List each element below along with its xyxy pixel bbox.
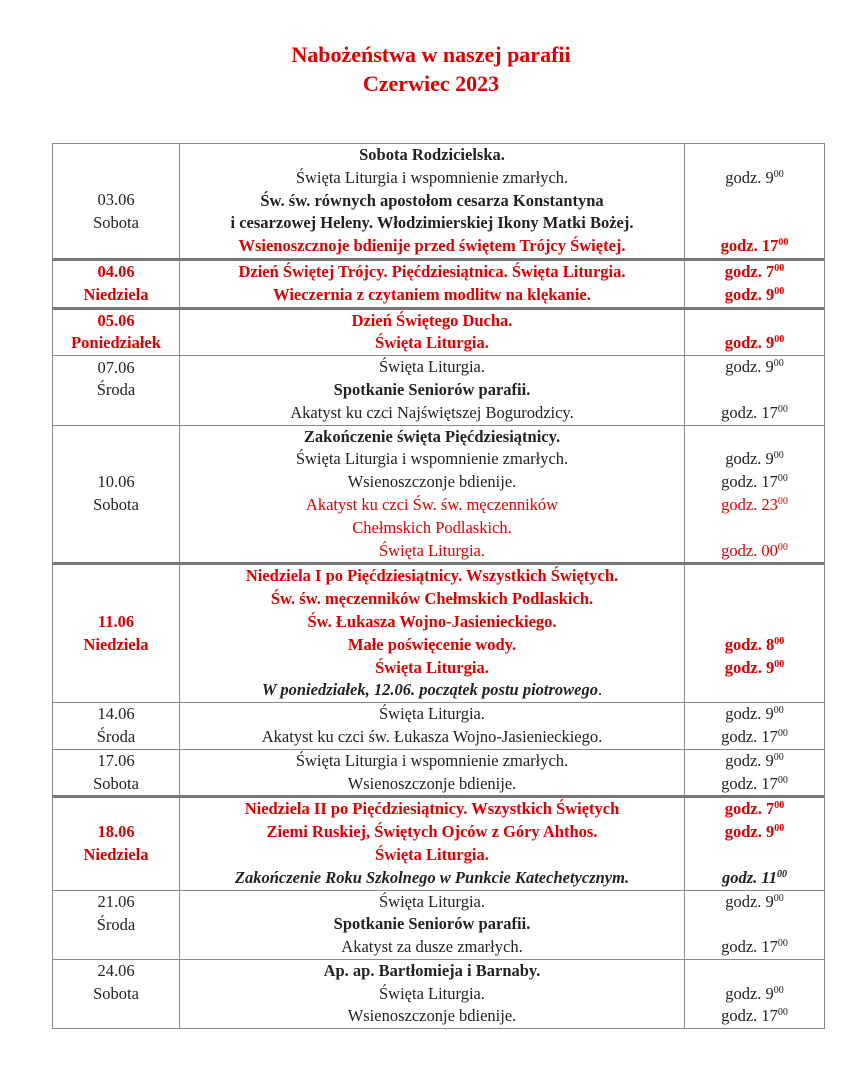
event-text: Zakończenie Roku Szkolnego w Punkcie Katechetycznym. [234, 867, 630, 887]
event-text: Wsienoszczonje bdienije. [347, 472, 517, 492]
time-line [685, 798, 824, 821]
events-cell [180, 564, 685, 703]
event-line [180, 960, 684, 983]
time-text: godz. 9 [725, 357, 774, 377]
event-text: Sobota Rodzicielska. [359, 145, 505, 164]
time-line [685, 891, 824, 914]
time-line [685, 402, 824, 425]
time-cell [685, 259, 825, 308]
time-line [685, 310, 824, 333]
event-text: Spotkanie Seniorów parafii. [333, 379, 531, 399]
event-text: Wieczernia z czytaniem modlitw na klękanie. [273, 284, 591, 304]
time-text: godz. 9 [725, 704, 774, 724]
day-text: Niedziela [83, 844, 149, 864]
event-text: Niedziela I po Pięćdziesiątnicy. Wszystkich Świętych. [245, 566, 619, 586]
date-cell [53, 564, 180, 703]
time-text: godz. 11 [721, 867, 777, 887]
day-text: Sobota [93, 494, 139, 514]
time-minutes: 00 [777, 473, 788, 485]
time-text: godz. 9 [725, 750, 774, 770]
time-minutes: 00 [773, 892, 784, 904]
time-text: godz. 23 [721, 494, 778, 514]
time-line [685, 1005, 824, 1028]
time-minutes: 00 [774, 658, 785, 670]
time-minutes: 00 [773, 705, 784, 717]
time-line [685, 588, 824, 611]
time-line [685, 167, 824, 190]
event-text: Święta Liturgia. [378, 540, 485, 560]
time-line [685, 379, 824, 402]
time-minutes: 00 [777, 495, 788, 507]
event-text: Dzień Świętego Ducha. [351, 310, 513, 330]
time-line [685, 517, 824, 540]
time-line [685, 821, 824, 844]
event-line [180, 310, 684, 333]
time-line [685, 913, 824, 936]
date-text: 03.06 [97, 190, 135, 210]
time-minutes: 00 [774, 800, 785, 812]
event-line [180, 891, 684, 914]
schedule-row [53, 425, 825, 564]
event-text: Święta Liturgia i wspomnienie zmarłych. [295, 750, 569, 770]
schedule-body [53, 144, 825, 1029]
event-line [180, 167, 684, 190]
time-line [685, 960, 824, 983]
event-line [180, 212, 684, 235]
schedule-row [53, 144, 825, 260]
event-line [180, 611, 684, 634]
date-cell [53, 797, 180, 890]
time-cell [685, 425, 825, 564]
events-cell [180, 797, 685, 890]
time-line [685, 634, 824, 657]
time-text: godz. 9 [724, 333, 775, 353]
time-minutes: 00 [774, 334, 785, 346]
time-text: godz. 9 [725, 449, 774, 469]
time-text: godz. 17 [721, 773, 778, 793]
date-cell [53, 703, 180, 750]
time-line [685, 750, 824, 773]
event-line [180, 144, 684, 167]
date-text: 11.06 [97, 611, 135, 631]
date-cell [53, 425, 180, 564]
events-cell [180, 890, 685, 959]
event-text: Św. Łukasza Wojno-Jasienieckiego. [307, 611, 557, 631]
time-minutes: 00 [773, 358, 784, 370]
time-minutes: 00 [773, 984, 784, 996]
page-title [0, 40, 862, 98]
event-line [180, 494, 684, 517]
date-text: 21.06 [97, 891, 135, 911]
time-line [685, 773, 824, 796]
date-text: 24.06 [97, 961, 135, 981]
date-text: 05.06 [97, 310, 135, 330]
events-cell [180, 308, 685, 356]
day-text: Sobota [93, 984, 139, 1004]
date-text: 07.06 [97, 357, 135, 377]
time-text: godz. 9 [724, 657, 775, 677]
schedule-row [53, 749, 825, 797]
date-cell [53, 356, 180, 425]
events-cell [180, 356, 685, 425]
time-line [685, 144, 824, 167]
time-line [685, 703, 824, 726]
day-text: Sobota [93, 773, 139, 793]
event-line [180, 657, 684, 680]
time-cell [685, 890, 825, 959]
time-cell [685, 703, 825, 750]
time-text: godz. 9 [725, 167, 774, 187]
time-text: godz. 17 [721, 726, 778, 746]
schedule-row [53, 564, 825, 703]
time-minutes: 00 [777, 1007, 788, 1019]
date-cell [53, 749, 180, 797]
event-text: Ziemi Ruskiej, Świętych Ojców z Góry Ahthos. [266, 822, 598, 842]
event-text: Święta Liturgia. [378, 357, 485, 377]
schedule-table [52, 143, 825, 1029]
time-line [685, 332, 824, 355]
event-line [180, 402, 684, 425]
event-text: Święta Liturgia. [375, 844, 489, 864]
event-line [180, 867, 684, 890]
title-line-1: Nabożeństwa w naszej parafii [291, 42, 571, 67]
time-minutes: 00 [773, 168, 784, 180]
event-line [180, 798, 684, 821]
time-line [685, 867, 824, 890]
time-line [685, 212, 824, 235]
schedule-row [53, 890, 825, 959]
event-text: Święta Liturgia. [378, 891, 485, 911]
event-line [180, 332, 684, 355]
day-text: Środa [96, 914, 136, 934]
event-line [180, 726, 684, 749]
event-text: Małe poświęcenie wody. [347, 634, 517, 654]
event-text: Akatyst ku czci Najświętszej Bogurodzicy. [290, 402, 574, 422]
event-text: Wsienoszczonje bdienije. [347, 773, 517, 793]
schedule-row [53, 308, 825, 356]
event-tail: . [598, 680, 603, 700]
time-minutes: 00 [777, 774, 788, 786]
event-text: Chełmskich Podlaskich. [352, 517, 512, 537]
event-text: Akatyst ku czci Św. św. męczenników [305, 494, 559, 514]
events-cell [180, 703, 685, 750]
event-line [180, 773, 684, 796]
event-text: Święta Liturgia i wspomnienie zmarłych. [295, 449, 569, 469]
time-line [685, 983, 824, 1006]
event-line [180, 565, 684, 588]
schedule-row [53, 356, 825, 425]
events-cell [180, 749, 685, 797]
event-text: Wsienoszcznoje bdienije przed świętem Trójcy Świętej. [238, 236, 626, 256]
time-minutes: 00 [777, 727, 788, 739]
date-cell [53, 308, 180, 356]
event-line [180, 750, 684, 773]
time-line [685, 936, 824, 959]
time-minutes: 00 [774, 285, 785, 297]
event-line [180, 983, 684, 1006]
time-cell [685, 749, 825, 797]
time-line [685, 190, 824, 213]
event-text: Święta Liturgia i wspomnienie zmarłych. [295, 167, 569, 187]
event-line [180, 936, 684, 959]
event-line [180, 517, 684, 540]
event-line [180, 634, 684, 657]
event-text: Św. św. równych apostołom cesarza Konstantyna [260, 190, 604, 210]
time-minutes: 00 [777, 938, 788, 950]
event-line [180, 703, 684, 726]
event-text: i cesarzowej Heleny. Włodzimierskiej Ikony Matki Bożej. [230, 213, 634, 233]
time-cell [685, 564, 825, 703]
time-text: godz. 9 [725, 983, 774, 1003]
schedule-row [53, 959, 825, 1028]
events-cell [180, 259, 685, 308]
event-text: W poniedziałek, 12.06. początek postu piotrowego [261, 680, 598, 700]
time-text: godz. 9 [724, 822, 775, 842]
time-text: godz. 17 [721, 472, 778, 492]
time-text: godz. 17 [721, 1006, 778, 1026]
time-line [685, 356, 824, 379]
title-line-2: Czerwiec 2023 [362, 71, 500, 96]
day-text: Sobota [93, 212, 139, 232]
time-text: godz. 8 [724, 634, 775, 654]
event-line [180, 540, 684, 563]
date-text: 14.06 [97, 704, 135, 724]
date-text: 04.06 [97, 261, 135, 281]
date-cell [53, 959, 180, 1028]
time-text: godz. 00 [721, 540, 778, 560]
event-line [180, 235, 684, 258]
event-text: Zakończenie święta Pięćdziesiątnicy. [303, 426, 561, 446]
time-minutes: 00 [774, 635, 785, 647]
day-text: Poniedziałek [71, 333, 161, 353]
date-text: 18.06 [97, 822, 135, 842]
time-minutes: 00 [777, 541, 788, 553]
time-text: godz. 17 [721, 937, 778, 957]
time-cell [685, 308, 825, 356]
event-text: Święta Liturgia. [375, 333, 489, 353]
schedule-row [53, 259, 825, 308]
time-line [685, 844, 824, 867]
date-text: 10.06 [97, 472, 135, 492]
time-line [685, 471, 824, 494]
time-minutes: 00 [773, 450, 784, 462]
events-cell [180, 425, 685, 564]
event-text: Spotkanie Seniorów parafii. [333, 914, 531, 934]
event-text: Dzień Świętej Trójcy. Pięćdziesiątnica. Święta Liturgia. [238, 261, 626, 281]
event-line [180, 1005, 684, 1028]
time-minutes: 00 [773, 751, 784, 763]
event-text: Akatyst ku czci św. Łukasza Wojno-Jasienieckiego. [261, 726, 603, 746]
day-text: Środa [96, 380, 136, 400]
events-cell [180, 144, 685, 260]
time-minutes: 00 [777, 403, 788, 415]
time-line [685, 494, 824, 517]
day-text: Niedziela [83, 634, 149, 654]
event-line [180, 261, 684, 284]
event-line [180, 284, 684, 307]
event-text: Święta Liturgia. [375, 657, 489, 677]
event-text: Ap. ap. Bartłomieja i Barnaby. [323, 960, 541, 980]
event-line [180, 471, 684, 494]
time-minutes: 00 [777, 868, 787, 880]
event-line [180, 821, 684, 844]
date-cell [53, 144, 180, 260]
time-line [685, 235, 824, 258]
time-line [685, 611, 824, 634]
day-text: Środa [96, 726, 136, 746]
time-minutes: 00 [778, 237, 789, 249]
time-line [685, 284, 824, 307]
schedule-row [53, 797, 825, 890]
time-text: godz. 7 [724, 799, 775, 819]
time-cell [685, 144, 825, 260]
event-text: Święta Liturgia. [378, 704, 485, 724]
event-line [180, 379, 684, 402]
time-line [685, 679, 824, 702]
time-text: godz. 9 [724, 284, 775, 304]
time-cell [685, 959, 825, 1028]
event-text: Św. św. męczenników Chełmskich Podlaskich. [270, 589, 594, 609]
time-line [685, 540, 824, 563]
time-line [685, 426, 824, 449]
event-line [180, 588, 684, 611]
event-line [180, 844, 684, 867]
event-line [180, 679, 684, 702]
time-text: godz. 17 [720, 236, 779, 256]
events-cell [180, 959, 685, 1028]
time-line [685, 565, 824, 588]
event-text: Wsienoszczonje bdienije. [347, 1006, 517, 1026]
schedule-row [53, 703, 825, 750]
date-text: 17.06 [97, 750, 135, 770]
date-cell [53, 890, 180, 959]
time-line [685, 448, 824, 471]
time-text: godz. 7 [724, 261, 775, 281]
event-text: Niedziela II po Pięćdziesiątnicy. Wszystkich Świętych [244, 799, 620, 819]
time-text: godz. 9 [725, 891, 774, 911]
event-text: Akatyst za dusze zmarłych. [341, 937, 523, 957]
time-cell [685, 797, 825, 890]
time-cell [685, 356, 825, 425]
day-text: Niedziela [83, 284, 149, 304]
time-text: godz. 17 [721, 402, 778, 422]
time-minutes: 00 [774, 823, 785, 835]
event-line [180, 448, 684, 471]
time-line [685, 726, 824, 749]
event-line [180, 426, 684, 449]
time-line [685, 657, 824, 680]
date-cell [53, 259, 180, 308]
event-text: Święta Liturgia. [378, 983, 485, 1003]
time-line [685, 261, 824, 284]
event-line [180, 356, 684, 379]
event-line [180, 190, 684, 213]
event-line [180, 913, 684, 936]
time-minutes: 00 [774, 262, 785, 274]
